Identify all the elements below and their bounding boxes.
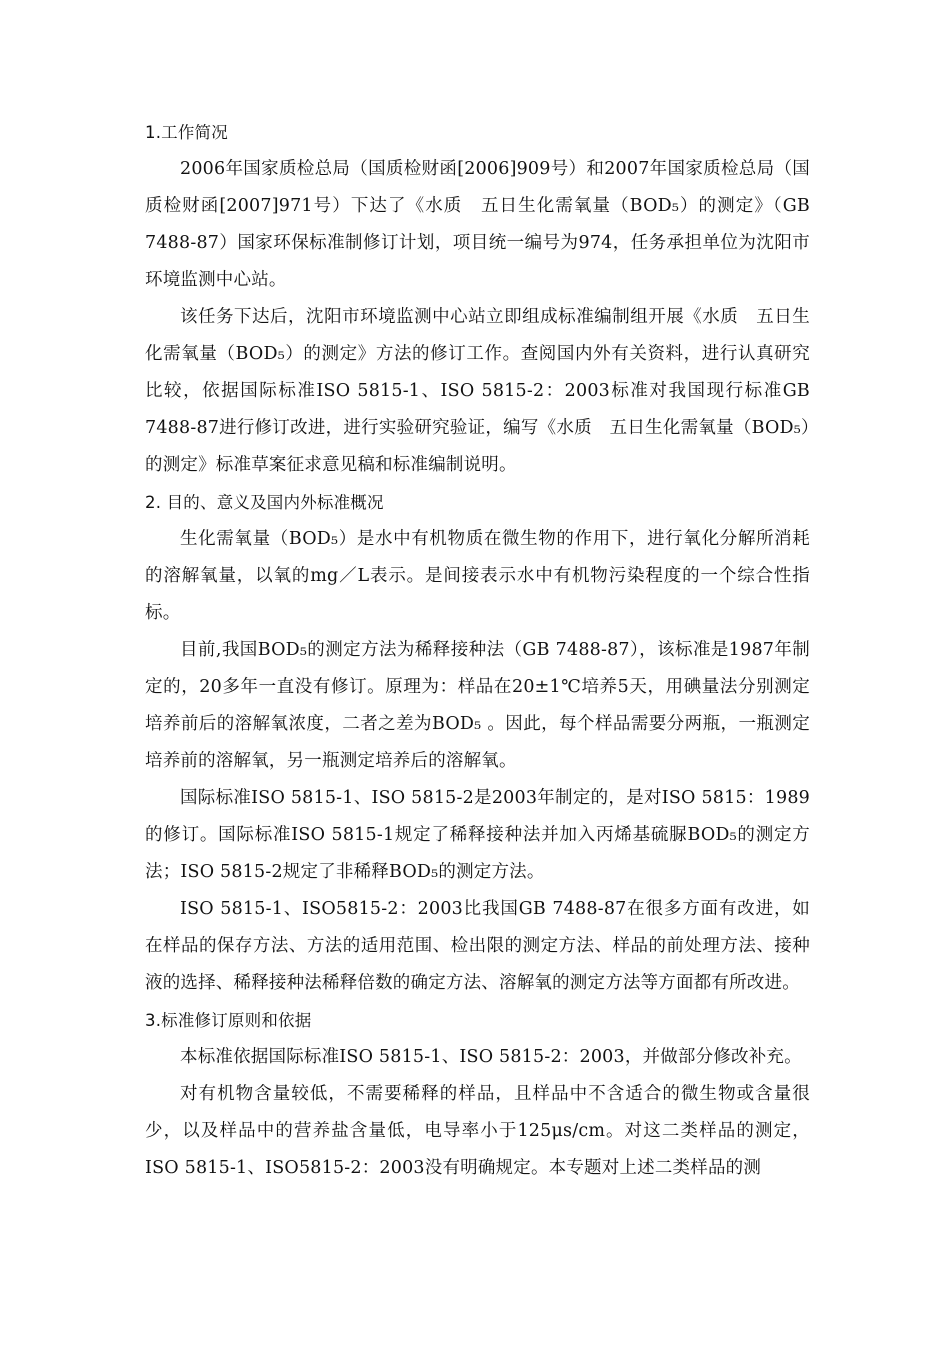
paragraph: 生化需氧量（BOD₅）是水中有机物质在微生物的作用下，进行氧化分解所消耗的溶解氧量，以氧的mg／L表示。是间接表示水中有机物污染程度的一个综合性指标。 bbox=[145, 529, 810, 623]
paragraph: 对有机物含量较低，不需要稀释的样品，且样品中不含适合的微生物或含量很少，以及样品中的营养盐含量低，电导率小于125μs/cm。对这二类样品的测定，ISO 5815-1、ISO5815-2：2003没有明确规定。本专题对上述二类样品的测 bbox=[145, 1084, 810, 1178]
paragraph: 国际标准ISO 5815-1、ISO 5815-2是2003年制定的，是对ISO 5815：1989的修订。国际标准ISO 5815-1规定了稀释接种法并加入丙烯基硫脲BOD₅的测定方法；ISO 5815-2规定了非稀释BOD₅的测定方法。 bbox=[145, 788, 810, 882]
section-work-overview bbox=[145, 114, 810, 484]
section-revision-principles bbox=[145, 1002, 810, 1187]
paragraph: 2006年国家质检总局（国质检财函[2006]909号）和2007年国家质检总局（国质检财函[2007]971号）下达了《水质 五日生化需氧量（BOD₅）的测定》（GB 7488-87）国家环保标准制修订计划，项目统一编号为974，任务承担单位为沈阳市环境监测中心站。 bbox=[145, 159, 810, 290]
paragraph: 该任务下达后，沈阳市环境监测中心站立即组成标准编制组开展《水质 五日生化需氧量（BOD₅）的测定》方法的修订工作。查阅国内外有关资料，进行认真研究比较，依据国际标准ISO 5815-1、ISO 5815-2：2003标准对我国现行标准GB 7488-87进行修订改进，进行实验研究验证，编写《水质 五日生化需氧量（BOD₅）的测定》标准草案征求意见稿和标准编制说明。 bbox=[145, 307, 810, 475]
document-body bbox=[145, 114, 810, 1187]
section-heading: 3.标准修订原则和依据 bbox=[145, 1011, 312, 1030]
section-heading: 1.工作简况 bbox=[145, 123, 228, 142]
paragraph: 目前,我国BOD₅的测定方法为稀释接种法（GB 7488-87），该标准是1987年制定的，20多年一直没有修订。原理为：样品在20±1℃培养5天，用碘量法分别测定培养前后的溶解氧浓度，二者之差为BOD₅ 。因此，每个样品需要分两瓶，一瓶测定培养前的溶解氧，另一瓶测定培养后的溶解氧。 bbox=[145, 640, 810, 771]
paragraph: 本标准依据国际标准ISO 5815-1、ISO 5815-2：2003，并做部分修改补充。 bbox=[180, 1047, 802, 1067]
section-heading: 2. 目的、意义及国内外标准概况 bbox=[145, 493, 384, 512]
paragraph: ISO 5815-1、ISO5815-2：2003比我国GB 7488-87在很多方面有改进，如在样品的保存方法、方法的适用范围、检出限的测定方法、样品的前处理方法、接种液的选择、稀释接种法稀释倍数的确定方法、溶解氧的测定方法等方面都有所改进。 bbox=[145, 899, 810, 993]
section-purpose-and-standards bbox=[145, 484, 810, 1002]
